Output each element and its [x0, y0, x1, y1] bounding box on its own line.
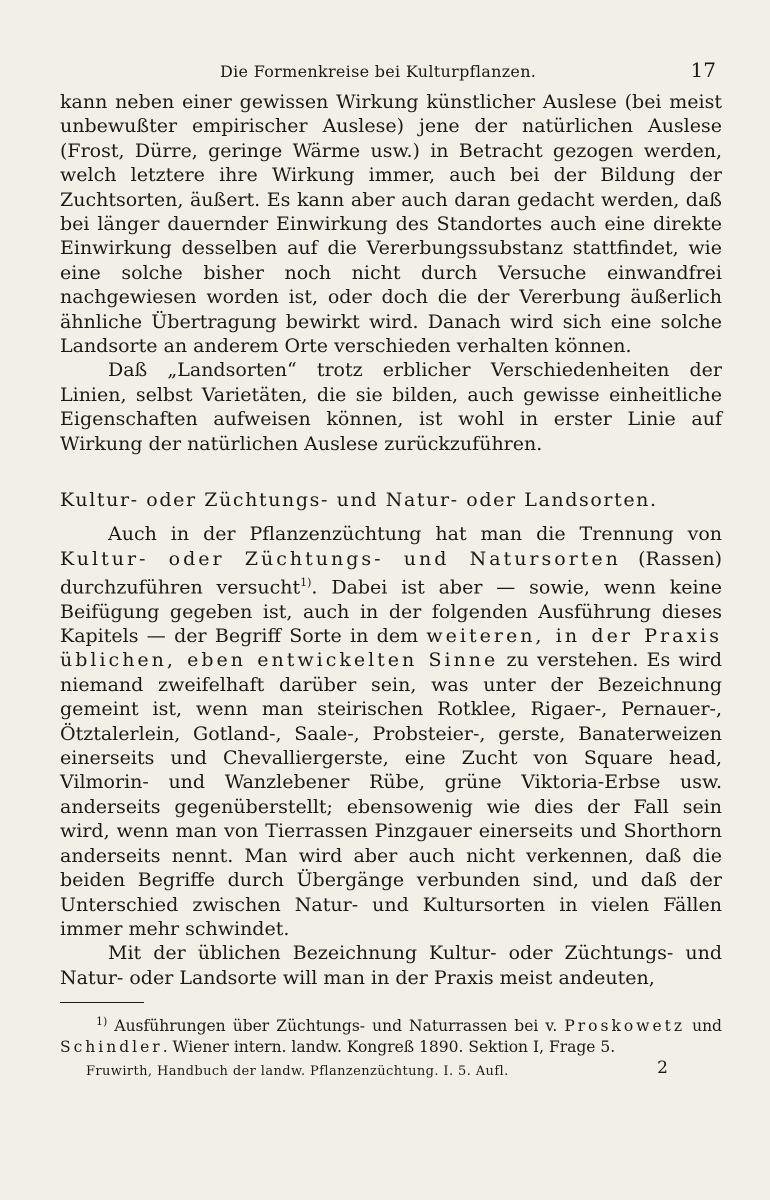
paragraph-3-text-f: zu verstehen. Es wird niemand zweifelhaft darüber sein, was unter der Bezeichnung gemeint ist, wenn man steirischen Rotklee, Rigaer-, Pernauer-, Ötztalerlein, Gotland-, Saale-, Probsteier-, gerste, Banaterweizen einerseits und Chevalliergerste, eine Zucht von Square head, Vilmorin- und Wanzlebener Rübe, grüne Viktoria-Erbse usw. anderseits gegenüberstellt; ebensowenig wie dies der Fall sein wird, wenn man von Tierrassen Pinzgauer einerseits und Shorthorn anderseits nennt. Man wird aber auch nicht verkennen, daß die beiden Begriffe durch Übergänge verbunden sind, und daß der Unterschied zwischen Natur- und Kultursorten in vielen Fällen immer mehr schwindet.	[60, 649, 722, 940]
paragraph-1: kann neben einer gewissen Wirkung künstlicher Auslese (bei meist unbewußter empirischer Auslese) jene der natürlichen Auslese (Frost, Dürre, geringe Wärme usw.) in Betracht gezogen werden, welch letztere ihre Wirkung immer, auch bei der Bildung der Zuchtsorten, äußert. Es kann aber auch daran gedacht werden, daß bei länger dauernder Einwirkung des Standortes auch eine direkte Einwirkung desselben auf die Vererbungssubstanz stattfindet, wie eine solche bisher noch nicht durch Versuche einwandfrei nachgewiesen worden ist, oder doch die der Vererbung äußerlich ähnliche Übertragung bewirkt wird. Danach wird sich eine solche Landsorte an anderem Orte verschieden verhalten können.	[60, 91, 722, 358]
running-title: Die Formenkreise bei Kulturpflanzen.	[220, 62, 537, 81]
footnote	[60, 1011, 722, 1058]
page-number: 17	[690, 58, 716, 82]
paragraph-3-emphasis-1: Kultur- oder Züchtungs- und Natursorten	[60, 547, 621, 570]
footnote-divider	[60, 1002, 144, 1003]
printer-signature: Fruwirth, Handbuch der landw. Pflanzenzüchtung. I. 5. Aufl.	[86, 1064, 509, 1080]
paragraph-3-text-a: Auch in der Pflanzenzüchtung hat man die Trennung von	[108, 523, 722, 546]
footnote-marker: 1)	[96, 1015, 108, 1029]
footnote-author-1: Proskowetz	[564, 1017, 686, 1036]
footnote-text-c: . Wiener intern. landw. Kongreß 1890. Sektion I, Frage 5.	[162, 1038, 616, 1057]
page-footer	[60, 1058, 722, 1086]
footnote-reference: 1)	[300, 575, 312, 589]
paragraph-4: Mit der üblichen Bezeichnung Kultur- oder Züchtungs- und Natur- oder Landsorte will man in der Praxis meist andeuten,	[60, 942, 722, 989]
paragraph-3-emphasis-2: weiteren, in der Praxis üblichen, eben entwickelten Sinne	[60, 625, 722, 672]
footnote-text-b: und	[685, 1017, 722, 1036]
paragraph-3-text-d: . Dabei ist aber — sowie, wenn keine Beifügung gegeben ist, auch in der folgenden Ausführung dieses Kapitels — der Begriff Sorte in dem	[60, 576, 723, 648]
running-head	[60, 58, 722, 90]
paragraph-3-text-c: (Rassen) durchzuführen versucht	[60, 547, 722, 599]
section-heading: Kultur- oder Züchtungs- und Natur- oder Landsorten.	[60, 489, 658, 512]
footnote-author-2: Schindler	[60, 1038, 163, 1057]
signature-mark: 2	[657, 1058, 668, 1079]
paragraph-2: Daß „Landsorten“ trotz erblicher Verschiedenheiten der Linien, selbst Varietäten, die sie bilden, auch gewisse einheitliche Eigenschaften aufweisen können, ist wohl in erster Linie auf Wirkung der natürlichen Auslese zurückzuführen.	[60, 359, 722, 455]
paragraph-3	[60, 522, 722, 941]
footnote-text-a: Ausführungen über Züchtungs- und Naturrassen bei v.	[107, 1017, 565, 1036]
